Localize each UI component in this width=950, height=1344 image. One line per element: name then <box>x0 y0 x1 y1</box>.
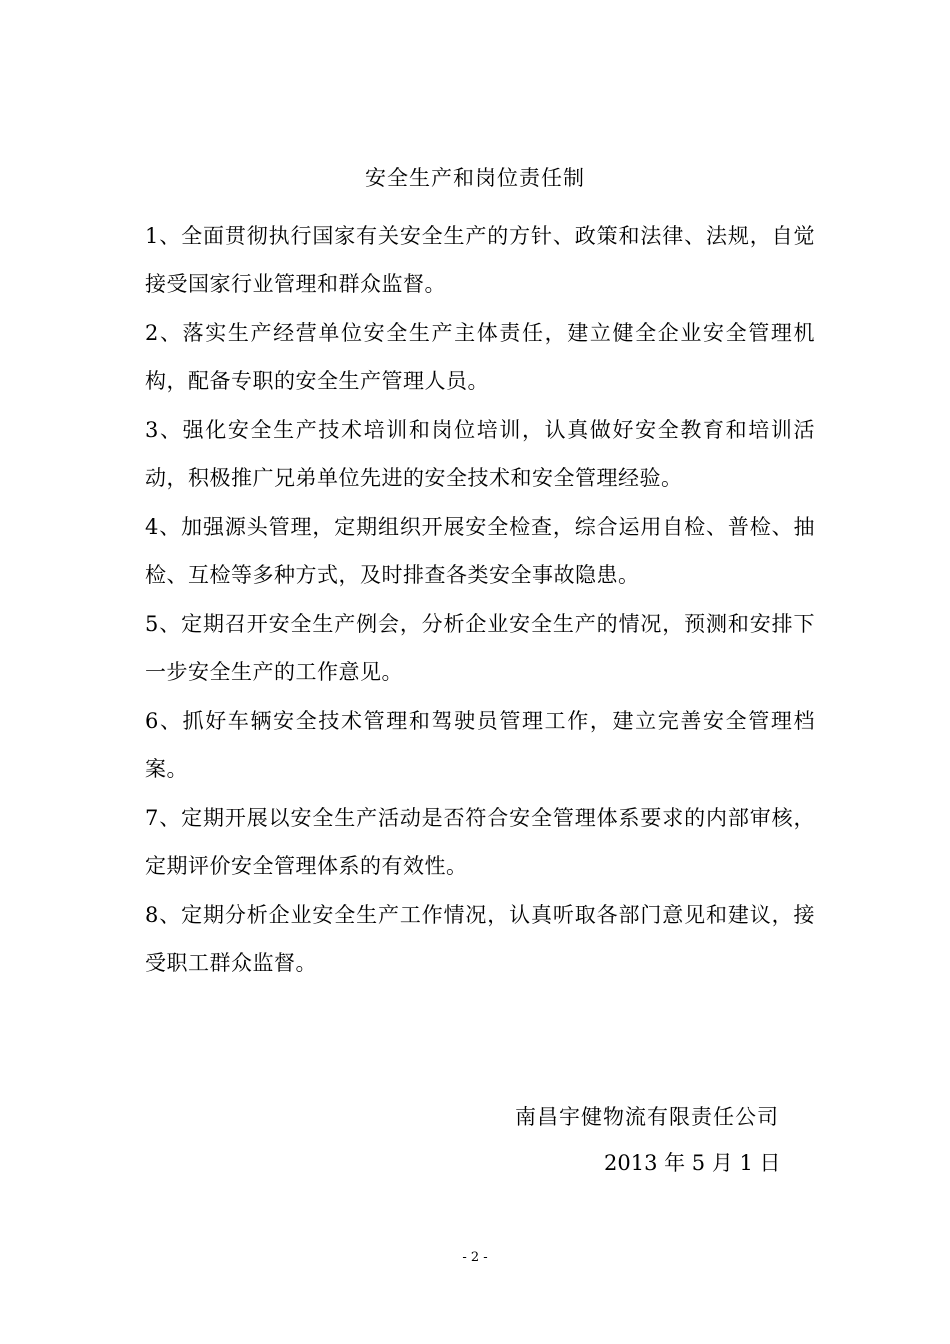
page-number: - 2 - <box>462 1250 488 1265</box>
list-item: 6、抓好车辆安全技术管理和驾驶员管理工作，建立完善安全管理档案。 <box>145 709 815 781</box>
list-item: 7、定期开展以安全生产活动是否符合安全管理体系要求的内部审核，定期评价安全管理体系的有效性。 <box>145 806 815 878</box>
list-item: 3、强化安全生产技术培训和岗位培训，认真做好安全教育和培训活动，积极推广兄弟单位先进的安全技术和安全管理经验。 <box>145 418 815 490</box>
responsibility-list <box>145 212 815 988</box>
list-item: 8、定期分析企业安全生产工作情况，认真听取各部门意见和建议，接受职工群众监督。 <box>145 903 815 975</box>
list-item: 5、定期召开安全生产例会，分析企业安全生产的情况，预测和安排下一步安全生产的工作意见。 <box>145 612 815 684</box>
list-item: 2、落实生产经营单位安全生产主体责任，建立健全企业安全管理机构，配备专职的安全生产管理人员。 <box>145 321 815 393</box>
list-item: 1、全面贯彻执行国家有关安全生产的方针、政策和法律、法规，自觉接受国家行业管理和群众监督。 <box>145 224 815 296</box>
list-item: 4、加强源头管理，定期组织开展安全检查，综合运用自检、普检、抽检、互检等多种方式，及时排查各类安全事故隐患。 <box>145 515 815 587</box>
document-date: 2013 年 5 月 1 日 <box>604 1151 781 1175</box>
document-title: 安全生产和岗位责任制 <box>365 166 585 190</box>
company-signature: 南昌宇健物流有限责任公司 <box>515 1105 779 1129</box>
